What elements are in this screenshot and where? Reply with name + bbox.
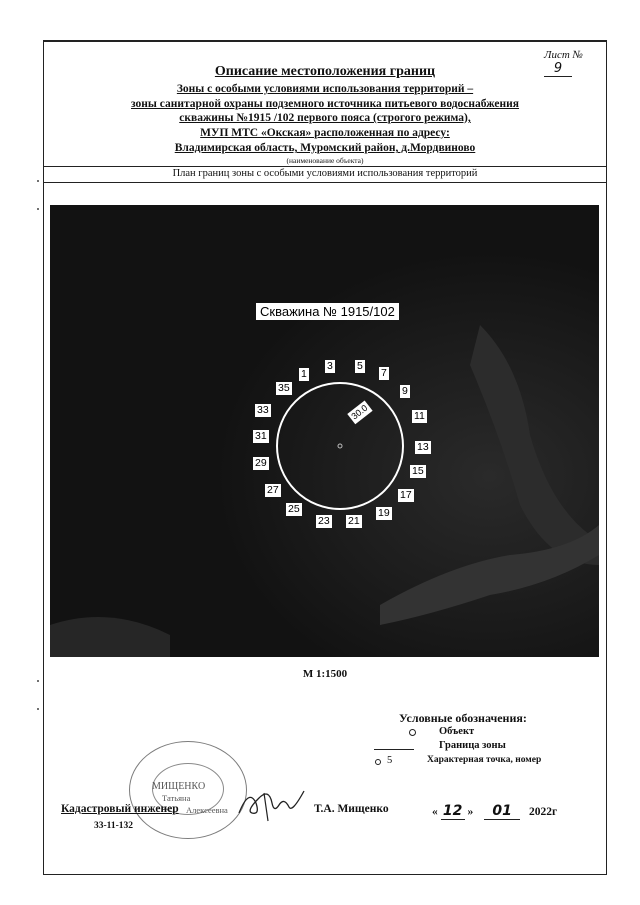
point-label: 11 <box>414 410 425 422</box>
point-label: 29 <box>255 457 267 469</box>
point-label: 3 <box>327 360 333 372</box>
map-graphics <box>50 205 599 657</box>
stamp-first-name: Татьяна <box>162 793 191 803</box>
point-label: 13 <box>417 441 429 453</box>
point-label: 5 <box>357 360 363 372</box>
object-name-note: (наименование объекта) <box>286 156 364 165</box>
point-marker-icon <box>375 759 381 765</box>
radius-label: 30.0 <box>347 401 372 425</box>
document-frame <box>43 40 607 875</box>
sheet-label: Лист № <box>544 49 583 61</box>
header-line-1: Зоны с особыми условиями использования территорий – <box>176 83 474 95</box>
stamp-name: МИЩЕНКО <box>152 781 206 792</box>
header-line-2: зоны санитарной охраны подземного источника питьевого водоснабжения <box>130 98 520 110</box>
footer-year: 2022г <box>529 806 558 818</box>
footer-reg-number: 33-11-132 <box>94 821 134 831</box>
document-title: Описание местоположения границ <box>214 64 436 79</box>
point-label: 19 <box>378 507 390 519</box>
signature <box>234 783 309 825</box>
point-label: 21 <box>348 515 360 527</box>
legend-point-description: Характерная точка, номер <box>427 755 542 765</box>
legend-object: Объект <box>439 726 475 737</box>
map-plan <box>50 205 599 657</box>
point-label: 25 <box>288 503 300 515</box>
point-label: 1 <box>301 368 307 380</box>
header-line-5: Владимирская область, Муромский район, д.Мордвиново <box>174 142 476 154</box>
legend-point-example: 5 <box>387 755 393 766</box>
point-label: 17 <box>400 489 412 501</box>
header-line-4: МУП МТС «Окская» расположенная по адресу: <box>200 127 450 139</box>
point-label: 15 <box>412 465 424 477</box>
well-label: Скважина № 1915/102 <box>256 303 399 320</box>
point-label: 23 <box>318 515 330 527</box>
quote-open: « <box>432 806 438 818</box>
legend-zone-boundary: Граница зоны <box>439 740 506 751</box>
header-line-3: скважины №1915 /102 первого пояса (строгого режима), <box>179 112 471 124</box>
point-label: 33 <box>257 404 269 416</box>
footer-day: 12 <box>441 803 465 820</box>
sheet-number-value: 9 <box>544 61 572 77</box>
footer-name: Т.А. Мищенко <box>314 803 389 815</box>
map-scale: М 1:1500 <box>302 668 348 680</box>
point-label: 9 <box>402 385 408 397</box>
quote-close: » <box>467 806 474 818</box>
plan-title: План границ зоны с особыми условиями использования территорий <box>172 168 478 179</box>
object-marker-icon <box>409 729 416 736</box>
point-label: 27 <box>267 484 279 496</box>
legend-title: Условные обозначения: <box>399 711 527 725</box>
footer-month: 01 <box>484 803 520 820</box>
stamp-patronymic: Алексеевна <box>186 805 228 815</box>
footer-date <box>432 803 557 820</box>
point-label: 31 <box>255 430 267 442</box>
point-label: 7 <box>381 367 387 379</box>
point-label: 35 <box>278 382 290 394</box>
boundary-line-icon <box>374 749 414 750</box>
footer-role: Кадастровый инженер <box>61 803 179 815</box>
